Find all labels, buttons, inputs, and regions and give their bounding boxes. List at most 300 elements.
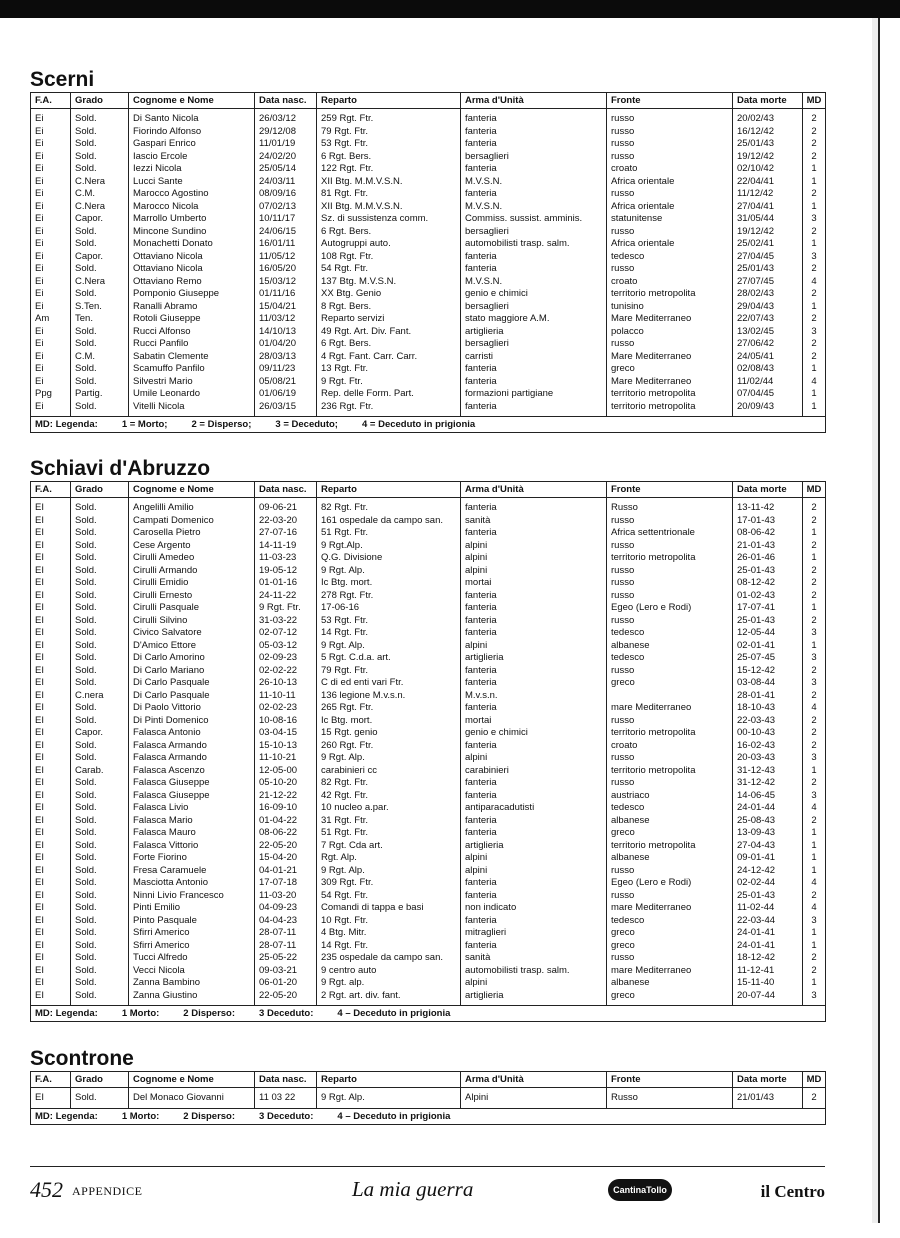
- table-row: [31, 176, 826, 189]
- cell-grado: Sold.: [71, 915, 129, 928]
- column-header-md: MD: [803, 93, 826, 109]
- cell-nome: Ottaviano Remo: [129, 276, 255, 289]
- cell-morte: 20-03-43: [733, 752, 803, 765]
- cell-nascita: 19-05-12: [255, 565, 317, 578]
- page-footer: [30, 1166, 825, 1207]
- cell-md: 2: [803, 715, 826, 728]
- cell-fa: Ei: [31, 138, 71, 151]
- table-row: [31, 652, 826, 665]
- cell-nascita: 01/11/16: [255, 288, 317, 301]
- cell-morte: 27/04/41: [733, 201, 803, 214]
- table-row: [31, 201, 826, 214]
- cell-morte: 20/09/43: [733, 401, 803, 417]
- cell-nome: Forte Fiorino: [129, 852, 255, 865]
- cell-fa: EI: [31, 552, 71, 565]
- cell-fa: EI: [31, 977, 71, 990]
- table-row: [31, 527, 826, 540]
- cell-reparto: 6 Rgt. Bers.: [317, 151, 461, 164]
- cell-morte: 11-12-41: [733, 965, 803, 978]
- cell-md: 2: [803, 615, 826, 628]
- cell-reparto: XII Btg. M.M.V.S.N.: [317, 176, 461, 189]
- cell-arma: stato maggiore A.M.: [461, 313, 607, 326]
- cell-nome: Di Carlo Pasquale: [129, 690, 255, 703]
- cell-nascita: 11-10-21: [255, 752, 317, 765]
- cell-grado: Sold.: [71, 151, 129, 164]
- cell-nome: Silvestri Mario: [129, 376, 255, 389]
- cell-arma: fanteria: [461, 627, 607, 640]
- cell-fronte: Mare Mediterraneo: [607, 351, 733, 364]
- cell-reparto: 10 nucleo a.par.: [317, 802, 461, 815]
- cell-nome: Ottaviano Nicola: [129, 263, 255, 276]
- cell-fronte: territorio metropolita: [607, 765, 733, 778]
- table-row: [31, 915, 826, 928]
- cell-md: 1: [803, 388, 826, 401]
- table-row: [31, 565, 826, 578]
- cell-fronte: Mare Mediterraneo: [607, 313, 733, 326]
- cell-arma: fanteria: [461, 188, 607, 201]
- cell-arma: fanteria: [461, 815, 607, 828]
- cell-reparto: 136 legione M.v.s.n.: [317, 690, 461, 703]
- cell-nome: Falasca Antonio: [129, 727, 255, 740]
- cell-fa: Ei: [31, 251, 71, 264]
- cell-morte: 22-03-44: [733, 915, 803, 928]
- table-row: [31, 852, 826, 865]
- table-row: [31, 827, 826, 840]
- cell-arma: artiglieria: [461, 840, 607, 853]
- cell-morte: 27/07/45: [733, 276, 803, 289]
- cell-nome: Vitelli Nicola: [129, 401, 255, 417]
- column-header-morte: Data morte: [733, 1072, 803, 1088]
- cell-fronte: russo: [607, 138, 733, 151]
- cell-grado: Sold.: [71, 752, 129, 765]
- cell-nome: Cese Argento: [129, 540, 255, 553]
- cell-nascita: 01/04/20: [255, 338, 317, 351]
- cell-nascita: 29/12/08: [255, 126, 317, 139]
- cell-morte: 25/01/43: [733, 263, 803, 276]
- table-row: [31, 376, 826, 389]
- cell-arma: alpini: [461, 977, 607, 990]
- cell-reparto: XII Btg. M.M.V.S.N.: [317, 201, 461, 214]
- cell-nome: Falasca Giuseppe: [129, 790, 255, 803]
- cell-md: 4: [803, 877, 826, 890]
- cell-fa: Ei: [31, 263, 71, 276]
- cell-grado: Sold.: [71, 363, 129, 376]
- cell-nascita: 09/11/23: [255, 363, 317, 376]
- cell-fa: EI: [31, 540, 71, 553]
- cell-fronte: tedesco: [607, 652, 733, 665]
- cell-nome: Tucci Alfredo: [129, 952, 255, 965]
- cell-arma: genio e chimici: [461, 288, 607, 301]
- column-header-arma: Arma d'Unità: [461, 1072, 607, 1088]
- cell-nome: Cirulli Ernesto: [129, 590, 255, 603]
- cell-nome: Civico Salvatore: [129, 627, 255, 640]
- cell-fa: EI: [31, 990, 71, 1006]
- cell-md: 1: [803, 527, 826, 540]
- cell-nascita: 09-06-21: [255, 498, 317, 515]
- cell-md: 2: [803, 138, 826, 151]
- cell-reparto: 9 centro auto: [317, 965, 461, 978]
- cell-nome: Vecci Nicola: [129, 965, 255, 978]
- cell-nome: Sfirri Americo: [129, 940, 255, 953]
- cell-nome: Falasca Armando: [129, 740, 255, 753]
- cell-md: 3: [803, 915, 826, 928]
- table-row: [31, 213, 826, 226]
- cell-grado: Sold.: [71, 109, 129, 126]
- cell-nascita: 11-03-23: [255, 552, 317, 565]
- cell-md: 1: [803, 765, 826, 778]
- cell-grado: Sold.: [71, 890, 129, 903]
- legend-item: 4 – Deceduto in prigionia: [337, 1110, 451, 1122]
- cell-morte: 01-02-43: [733, 590, 803, 603]
- table-row: [31, 790, 826, 803]
- cell-nome: Cirulli Emidio: [129, 577, 255, 590]
- column-header-grado: Grado: [71, 482, 129, 498]
- cell-nome: Cirulli Silvino: [129, 615, 255, 628]
- cell-md: 1: [803, 640, 826, 653]
- cell-grado: Sold.: [71, 540, 129, 553]
- cell-nascita: 04-01-21: [255, 865, 317, 878]
- cell-nascita: 08/09/16: [255, 188, 317, 201]
- cell-fronte: russo: [607, 865, 733, 878]
- table-row: [31, 263, 826, 276]
- cell-fronte: Africa orientale: [607, 238, 733, 251]
- cell-grado: C.Nera: [71, 201, 129, 214]
- cell-fronte: tedesco: [607, 251, 733, 264]
- cell-md: 2: [803, 151, 826, 164]
- table-row: [31, 640, 826, 653]
- column-header-fronte: Fronte: [607, 1072, 733, 1088]
- cell-nome: Sfirri Americo: [129, 927, 255, 940]
- cell-fa: Ei: [31, 338, 71, 351]
- table-row: [31, 777, 826, 790]
- cell-nome: Ninni Livio Francesco: [129, 890, 255, 903]
- cell-reparto: 259 Rgt. Ftr.: [317, 109, 461, 126]
- cell-fronte: albanese: [607, 815, 733, 828]
- cell-morte: 24-01-41: [733, 940, 803, 953]
- cell-grado: Sold.: [71, 627, 129, 640]
- cell-nascita: 31-03-22: [255, 615, 317, 628]
- cell-grado: Capor.: [71, 727, 129, 740]
- cell-morte: 00-10-43: [733, 727, 803, 740]
- legend-row: [31, 417, 826, 433]
- table-row: [31, 1088, 826, 1109]
- cell-grado: C.nera: [71, 690, 129, 703]
- cell-md: 4: [803, 276, 826, 289]
- cell-morte: 22/07/43: [733, 313, 803, 326]
- cell-reparto: 9 Rgt. Alp.: [317, 640, 461, 653]
- cell-fa: EI: [31, 852, 71, 865]
- column-header-nome: Cognome e Nome: [129, 1072, 255, 1088]
- cell-fronte: austriaco: [607, 790, 733, 803]
- table-row: [31, 802, 826, 815]
- cell-fa: EI: [31, 765, 71, 778]
- cell-reparto: carabinieri cc: [317, 765, 461, 778]
- cell-md: 2: [803, 815, 826, 828]
- cell-fa: Ei: [31, 401, 71, 417]
- cell-grado: Carab.: [71, 765, 129, 778]
- cell-grado: Sold.: [71, 565, 129, 578]
- cell-reparto: 6 Rgt. Bers.: [317, 338, 461, 351]
- cell-arma: fanteria: [461, 777, 607, 790]
- cell-morte: 25/02/41: [733, 238, 803, 251]
- cell-fronte: albanese: [607, 852, 733, 865]
- cell-nascita: 25-05-22: [255, 952, 317, 965]
- cell-reparto: 51 Rgt. Ftr.: [317, 527, 461, 540]
- cell-nome: Fresa Caramuele: [129, 865, 255, 878]
- cell-reparto: Rep. delle Form. Part.: [317, 388, 461, 401]
- cell-nascita: 02-02-22: [255, 665, 317, 678]
- cell-nascita: 27-07-16: [255, 527, 317, 540]
- table-row: [31, 109, 826, 126]
- cell-arma: fanteria: [461, 251, 607, 264]
- cell-reparto: 309 Rgt. Ftr.: [317, 877, 461, 890]
- cell-fa: EI: [31, 727, 71, 740]
- cell-reparto: 54 Rgt. Ftr.: [317, 890, 461, 903]
- table-row: [31, 515, 826, 528]
- cell-md: 1: [803, 201, 826, 214]
- top-black-bar: [0, 0, 900, 18]
- cell-nome: Di Carlo Mariano: [129, 665, 255, 678]
- cell-morte: 31-12-42: [733, 777, 803, 790]
- cell-reparto: 108 Rgt. Ftr.: [317, 251, 461, 264]
- cell-grado: Sold.: [71, 640, 129, 653]
- cell-fronte: albanese: [607, 977, 733, 990]
- cell-nome: Rucci Panfilo: [129, 338, 255, 351]
- cell-md: 3: [803, 213, 826, 226]
- cell-md: 2: [803, 965, 826, 978]
- cell-grado: Sold.: [71, 940, 129, 953]
- cell-nome: Di Carlo Pasquale: [129, 677, 255, 690]
- cell-morte: 18-12-42: [733, 952, 803, 965]
- cell-fronte: territorio metropolita: [607, 288, 733, 301]
- cell-md: 2: [803, 288, 826, 301]
- table-row: [31, 752, 826, 765]
- cell-grado: Sold.: [71, 702, 129, 715]
- cell-morte: 20/02/43: [733, 109, 803, 126]
- cell-morte: 24/05/41: [733, 351, 803, 364]
- cell-reparto: 79 Rgt. Ftr.: [317, 665, 461, 678]
- cell-arma: mortai: [461, 577, 607, 590]
- table-row: [31, 677, 826, 690]
- cell-fronte: Africa orientale: [607, 201, 733, 214]
- sponsor-logo: CantinaTollo: [608, 1179, 672, 1201]
- table-row: [31, 990, 826, 1006]
- cell-grado: Sold.: [71, 840, 129, 853]
- cell-md: 1: [803, 238, 826, 251]
- cell-morte: 27-04-43: [733, 840, 803, 853]
- cell-grado: Sold.: [71, 852, 129, 865]
- cell-grado: Capor.: [71, 213, 129, 226]
- cell-reparto: 82 Rgt. Ftr.: [317, 498, 461, 515]
- cell-arma: fanteria: [461, 915, 607, 928]
- cell-nascita: 16-09-10: [255, 802, 317, 815]
- table-row: [31, 590, 826, 603]
- cell-grado: Sold.: [71, 902, 129, 915]
- cell-nome: Monachetti Donato: [129, 238, 255, 251]
- cell-fa: Ei: [31, 151, 71, 164]
- cell-reparto: 9 Rgt. Ftr.: [317, 376, 461, 389]
- cell-nome: Campati Domenico: [129, 515, 255, 528]
- cell-nome: Falasca Vittorio: [129, 840, 255, 853]
- cell-md: 1: [803, 865, 826, 878]
- cell-fa: EI: [31, 840, 71, 853]
- cell-reparto: 31 Rgt. Ftr.: [317, 815, 461, 828]
- cell-morte: 24-01-41: [733, 927, 803, 940]
- cell-fa: EI: [31, 965, 71, 978]
- cell-nome: Cirulli Amedeo: [129, 552, 255, 565]
- cell-md: 2: [803, 740, 826, 753]
- cell-reparto: 42 Rgt. Ftr.: [317, 790, 461, 803]
- cell-morte: 19/12/42: [733, 226, 803, 239]
- cell-fronte: territorio metropolita: [607, 552, 733, 565]
- table-row: [31, 952, 826, 965]
- table-row: [31, 301, 826, 314]
- cell-fronte: statunitense: [607, 213, 733, 226]
- cell-fa: EI: [31, 740, 71, 753]
- cell-arma: fanteria: [461, 498, 607, 515]
- cell-nascita: 02-02-23: [255, 702, 317, 715]
- legend-item: 1 Morto:: [121, 1110, 160, 1122]
- table-row: [31, 602, 826, 615]
- cell-nascita: 9 Rgt. Ftr.: [255, 602, 317, 615]
- cell-fa: Ei: [31, 276, 71, 289]
- cell-reparto: 54 Rgt. Ftr.: [317, 263, 461, 276]
- table-row: [31, 890, 826, 903]
- cell-reparto: 9 Rgt. Alp.: [317, 565, 461, 578]
- cell-nome: Iezzi Nicola: [129, 163, 255, 176]
- cell-nome: Rucci Alfonso: [129, 326, 255, 339]
- cell-morte: 27/04/45: [733, 251, 803, 264]
- cell-fa: Ei: [31, 376, 71, 389]
- cell-grado: Sold.: [71, 802, 129, 815]
- cell-arma: alpini: [461, 540, 607, 553]
- cell-fronte: greco: [607, 927, 733, 940]
- cell-arma: artiglieria: [461, 326, 607, 339]
- cell-reparto: 79 Rgt. Ftr.: [317, 126, 461, 139]
- cell-grado: Sold.: [71, 238, 129, 251]
- column-header-reparto: Reparto: [317, 482, 461, 498]
- cell-arma: fanteria: [461, 665, 607, 678]
- cell-morte: 25-01-43: [733, 615, 803, 628]
- table-row: [31, 151, 826, 164]
- cell-morte: 22/04/41: [733, 176, 803, 189]
- cell-fa: EI: [31, 777, 71, 790]
- table-row: [31, 363, 826, 376]
- cell-nascita: 28-07-11: [255, 927, 317, 940]
- cell-arma: fanteria: [461, 827, 607, 840]
- cell-grado: Sold.: [71, 965, 129, 978]
- cell-reparto: 265 Rgt. Ftr.: [317, 702, 461, 715]
- legend-row: [31, 1006, 826, 1022]
- cell-nome: Cirulli Armando: [129, 565, 255, 578]
- cell-morte: 25-01-43: [733, 890, 803, 903]
- cell-nascita: 16/05/20: [255, 263, 317, 276]
- table-row: [31, 765, 826, 778]
- cell-nome: Falasca Mauro: [129, 827, 255, 840]
- cell-arma: fanteria: [461, 890, 607, 903]
- cell-morte: 22-03-43: [733, 715, 803, 728]
- cell-grado: Sold.: [71, 827, 129, 840]
- cell-fa: Ei: [31, 188, 71, 201]
- cell-fronte: territorio metropolita: [607, 401, 733, 417]
- cell-reparto: 2 Rgt. art. div. fant.: [317, 990, 461, 1006]
- cell-fa: Ei: [31, 363, 71, 376]
- cell-nascita: 02-07-12: [255, 627, 317, 640]
- cell-fa: EI: [31, 890, 71, 903]
- cell-nascita: 11-03-20: [255, 890, 317, 903]
- cell-reparto: 81 Rgt. Ftr.: [317, 188, 461, 201]
- cell-nascita: 16/01/11: [255, 238, 317, 251]
- cell-arma: mitraglieri: [461, 927, 607, 940]
- table-row: [31, 940, 826, 953]
- cell-fa: EI: [31, 527, 71, 540]
- cell-nome: Rotoli Giuseppe: [129, 313, 255, 326]
- cell-fronte: Russo: [607, 498, 733, 515]
- cell-md: 3: [803, 990, 826, 1006]
- table-row: [31, 288, 826, 301]
- cell-morte: 16-02-43: [733, 740, 803, 753]
- cell-morte: 25-08-43: [733, 815, 803, 828]
- table-row: [31, 163, 826, 176]
- cell-md: 2: [803, 313, 826, 326]
- cell-nascita: 15-10-13: [255, 740, 317, 753]
- cell-grado: C.Nera: [71, 276, 129, 289]
- cell-morte: 13/02/45: [733, 326, 803, 339]
- cell-grado: S.Ten.: [71, 301, 129, 314]
- cell-nascita: 03-04-15: [255, 727, 317, 740]
- cell-reparto: 53 Rgt. Ftr.: [317, 615, 461, 628]
- cell-arma: fanteria: [461, 376, 607, 389]
- cell-nome: Marocco Agostino: [129, 188, 255, 201]
- cell-nascita: 10-08-16: [255, 715, 317, 728]
- cell-arma: Commiss. sussist. amminis.: [461, 213, 607, 226]
- cell-fronte: russo: [607, 715, 733, 728]
- cell-grado: Sold.: [71, 577, 129, 590]
- cell-arma: M.v.s.n.: [461, 690, 607, 703]
- cell-fa: EI: [31, 915, 71, 928]
- cell-fa: EI: [31, 652, 71, 665]
- cell-morte: 19/12/42: [733, 151, 803, 164]
- cell-fa: EI: [31, 665, 71, 678]
- cell-arma: sanità: [461, 952, 607, 965]
- cell-nome: Mincone Sundino: [129, 226, 255, 239]
- cell-nascita: 04-04-23: [255, 915, 317, 928]
- cell-fa: EI: [31, 702, 71, 715]
- cell-fronte: russo: [607, 109, 733, 126]
- cell-arma: sanità: [461, 515, 607, 528]
- cell-nascita: 11 03 22: [255, 1088, 317, 1109]
- cell-md: 2: [803, 126, 826, 139]
- cell-fronte: russo: [607, 226, 733, 239]
- cell-fronte: Africa orientale: [607, 176, 733, 189]
- cell-reparto: 6 Rgt. Bers.: [317, 226, 461, 239]
- cell-grado: Sold.: [71, 138, 129, 151]
- cell-grado: Sold.: [71, 740, 129, 753]
- cell-fronte: russo: [607, 665, 733, 678]
- cell-reparto: 14 Rgt. Ftr.: [317, 940, 461, 953]
- cell-morte: 31/05/44: [733, 213, 803, 226]
- cell-nascita: 09-03-21: [255, 965, 317, 978]
- cell-arma: carabinieri: [461, 765, 607, 778]
- cell-nome: Scamuffo Panfilo: [129, 363, 255, 376]
- cell-nome: Pinto Pasquale: [129, 915, 255, 928]
- cell-reparto: XX Btg. Genio: [317, 288, 461, 301]
- cell-reparto: 9 Rgt. Alp.: [317, 752, 461, 765]
- cell-arma: fanteria: [461, 790, 607, 803]
- cell-nascita: 08-06-22: [255, 827, 317, 840]
- column-header-fa: F.A.: [31, 482, 71, 498]
- cell-arma: fanteria: [461, 677, 607, 690]
